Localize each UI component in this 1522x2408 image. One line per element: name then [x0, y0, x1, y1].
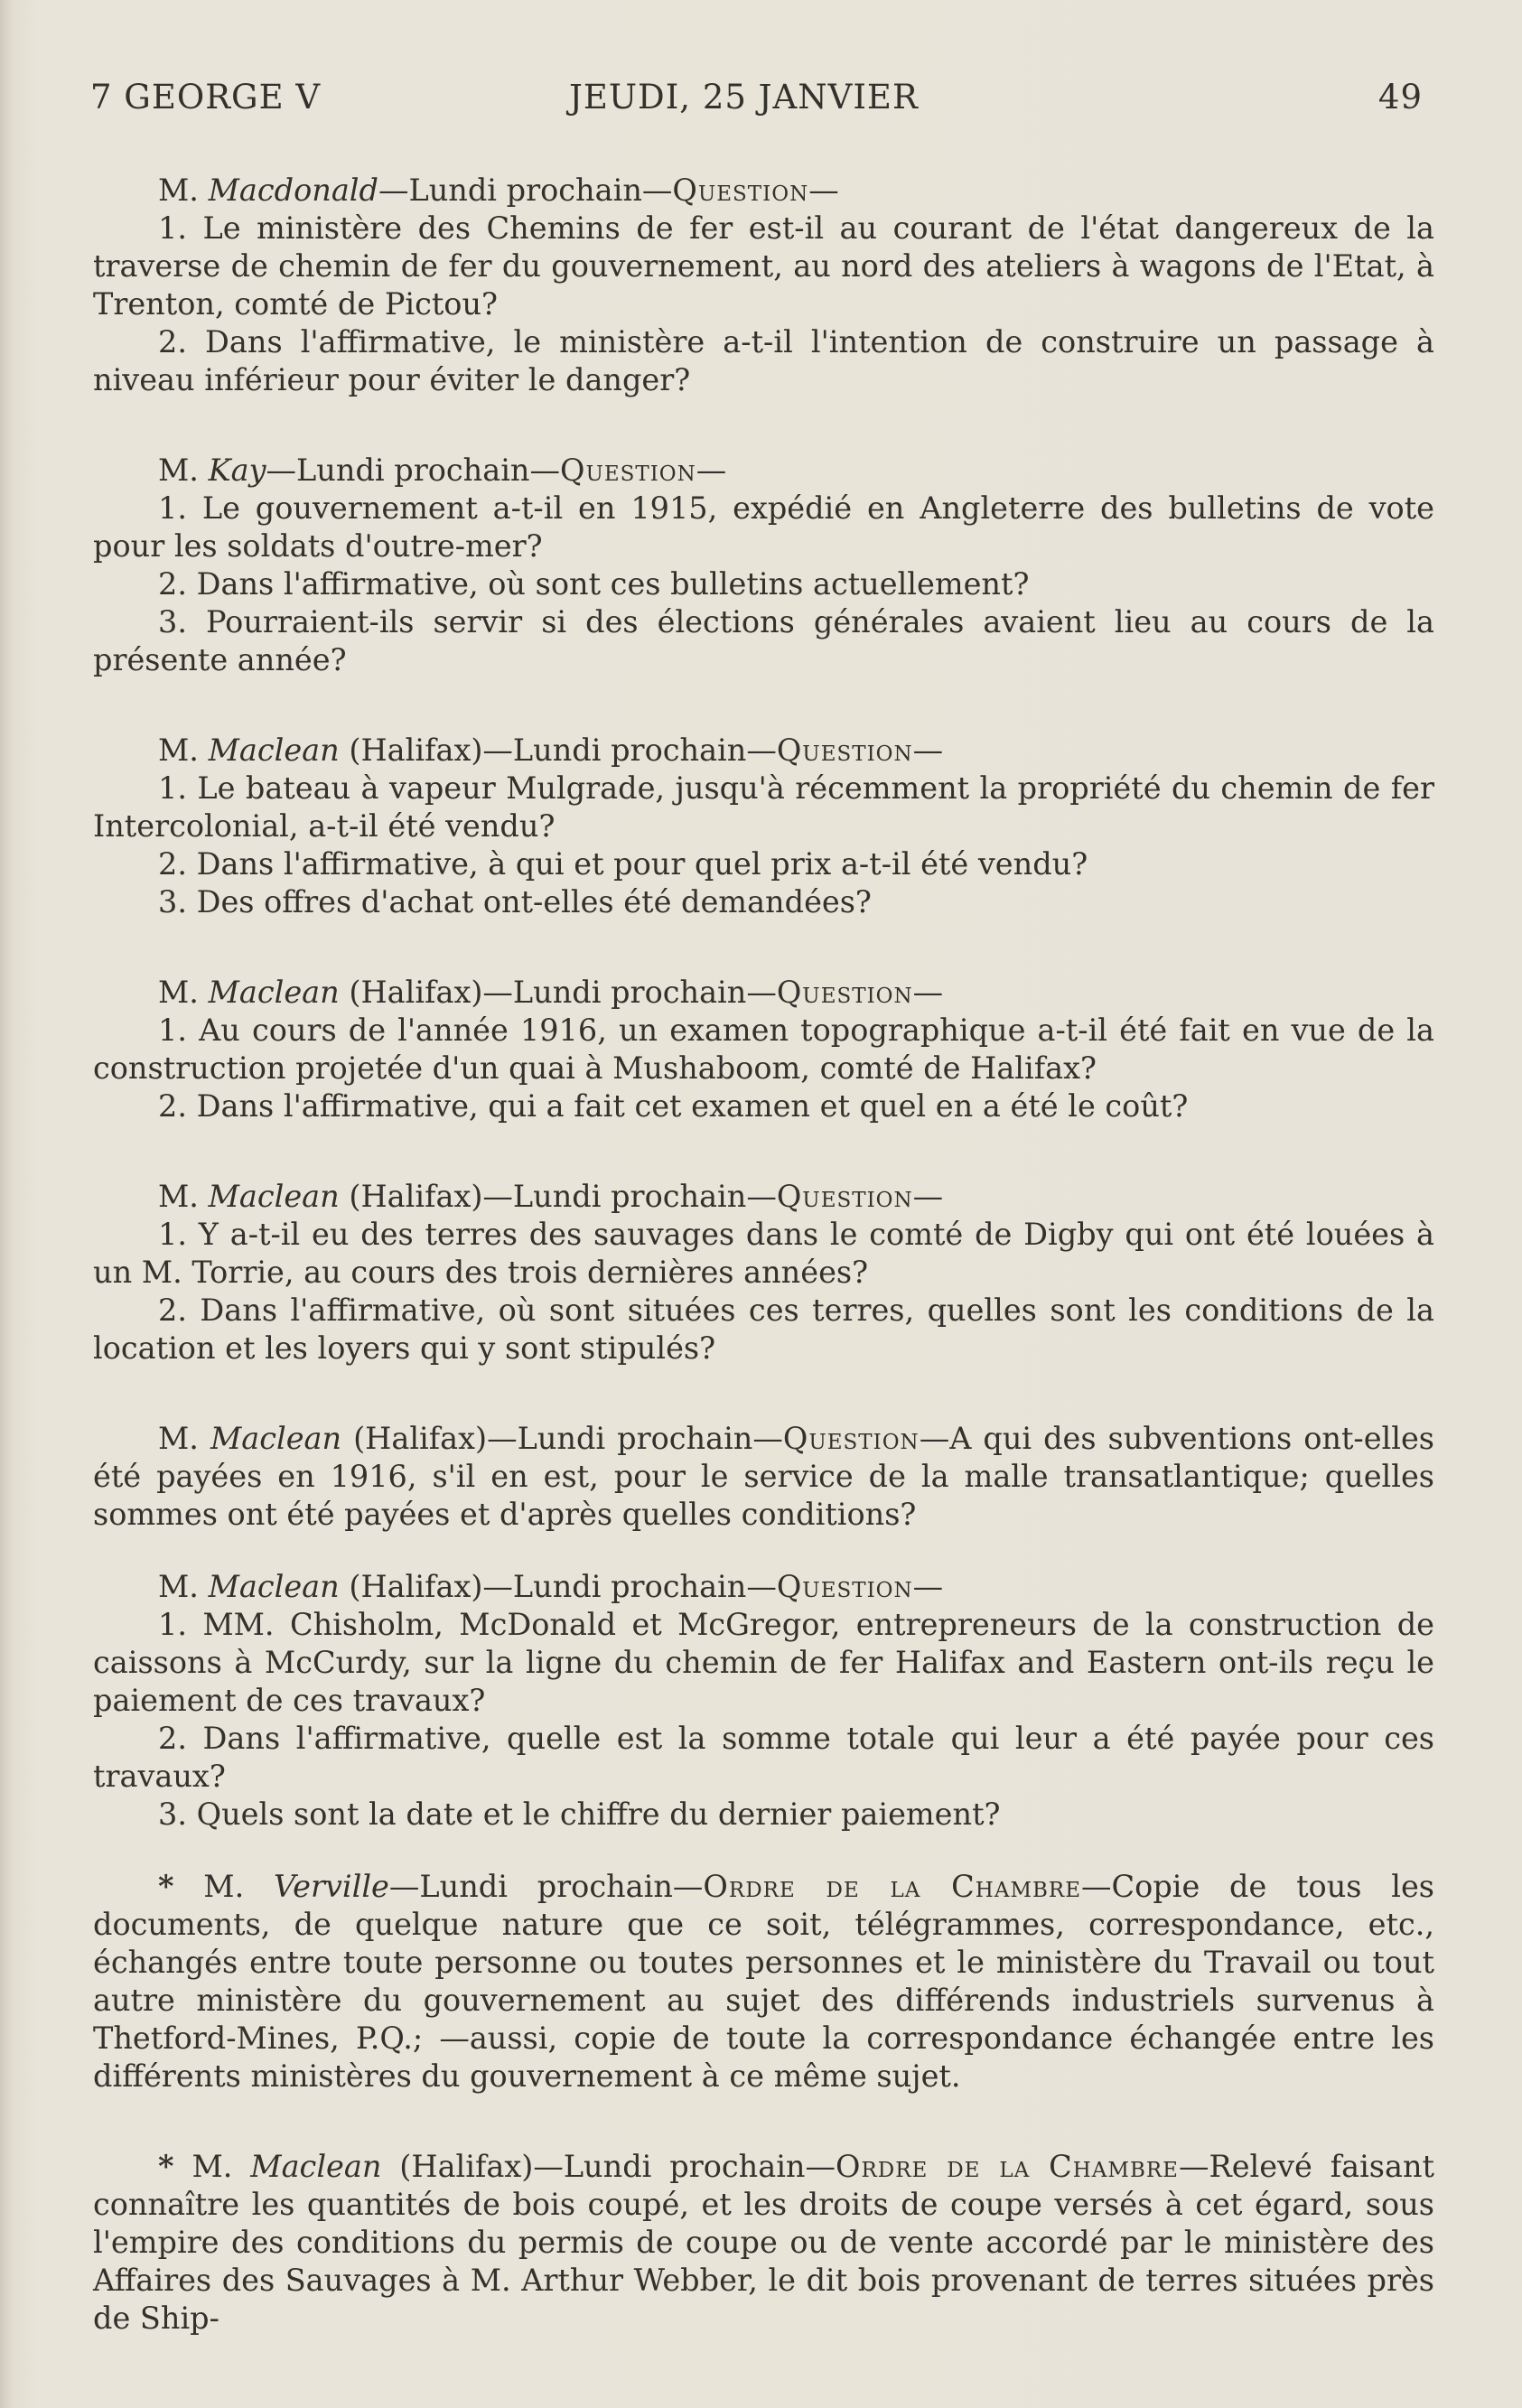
notice-entry: [93, 452, 1434, 679]
member-name: Maclean: [208, 733, 340, 768]
question-paragraph: 1. Au cours de l'année 1916, un examen topographique a-t-il été fait en vue de la construction projetée d'un quai à Mushaboom, comté de Halifax?: [93, 1013, 1434, 1086]
notice-date: —Lundi prochain—: [266, 453, 560, 488]
notice-heading: M. Maclean (Halifax)—Lundi prochain—Question—: [158, 1569, 944, 1604]
member-name: Verville: [274, 1869, 389, 1904]
notice-heading: M. Macdonald—Lundi prochain—Question—: [158, 173, 839, 208]
notice-date: (Halifax)—Lundi prochain—: [339, 975, 777, 1010]
question-paragraph: 3. Quels sont la date et le chiffre du dernier paiement?: [158, 1797, 1001, 1832]
notice-heading: M. Kay—Lundi prochain—Question—: [158, 453, 727, 488]
notice-entry: [93, 2148, 1434, 2338]
notice-kind: Question: [776, 733, 913, 768]
question-paragraph: 2. Dans l'affirmative, le ministère a-t-il l'intention de construire un passage à niveau inférieur pour éviter le danger?: [93, 324, 1434, 397]
notice-kind: Ordre de la Chambre: [703, 1869, 1082, 1904]
member-name: Maclean: [250, 2149, 382, 2184]
notice-asterisk: *: [158, 2149, 174, 2184]
question-paragraph: 2. Dans l'affirmative, quelle est la somme totale qui leur a été payée pour ces travaux?: [93, 1721, 1434, 1794]
notice-text: —: [808, 173, 839, 208]
notice-date: (Halifax)—Lundi prochain—: [339, 1569, 777, 1604]
notice-entry: [93, 974, 1434, 1125]
header-regnal-year: 7 GEORGE V: [90, 78, 322, 117]
header-date: JEUDI, 25 JANVIER: [569, 78, 919, 117]
notice-heading: M. Maclean (Halifax)—Lundi prochain—Question—: [158, 733, 944, 768]
notice-heading: * M. Maclean (Halifax)—Lundi prochain—Ordre de la Chambre—Relevé faisant connaître les quantités de bois coupé, et les droits de coupe versés à cet égard, sous l'empire des conditions du permis de coupe ou de vente accordé par le ministère des Affaires des Sauvages à M. Arthur Webber, le dit bois provenant de terres situées près de Ship-: [93, 2149, 1435, 2336]
question-paragraph: 3. Des offres d'achat ont-elles été demandées?: [158, 884, 872, 919]
notice-entry: [93, 1178, 1434, 1367]
notice-kind: Question: [776, 975, 913, 1010]
page-body: [93, 172, 1434, 2390]
question-paragraph: 2. Dans l'affirmative, où sont situées ces terres, quelles sont les conditions de la location et les loyers qui y sont stipulés?: [93, 1293, 1434, 1366]
question-paragraph: 2. Dans l'affirmative, à qui et pour quel prix a-t-il été vendu?: [158, 846, 1088, 882]
notice-text: —: [912, 975, 944, 1010]
member-name: Maclean: [208, 1179, 340, 1214]
notice-text: —Copie de tous les documents, de quelque nature que ce soit, télégrammes, correspondance, etc., échangés entre toute personne ou toutes personnes et le ministère du Travail ou tout autre ministère du gouvernement au sujet des différends industriels survenus à Thetford-Mines, P.Q.; —aussi, copie de toute la correspondance échangée entre les différents ministères du gouvernement à ce même sujet.: [93, 1869, 1434, 2094]
notice-asterisk: *: [158, 1869, 174, 1904]
notice-entry: [93, 1868, 1434, 2095]
question-paragraph: 1. Le ministère des Chemins de fer est-il au courant de l'état dangereux de la traverse de chemin de fer du gouvernement, au nord des ateliers à wagons de l'Etat, à Trenton, comté de Pictou?: [93, 210, 1434, 322]
notice-date: (Halifax)—Lundi prochain—: [339, 733, 777, 768]
question-paragraph: 2. Dans l'affirmative, qui a fait cet examen et quel en a été le coût?: [158, 1088, 1189, 1124]
member-name: Maclean: [208, 975, 340, 1010]
notice-entry: [93, 1568, 1434, 1834]
notice-entry: [93, 172, 1434, 399]
notice-kind: Question: [559, 453, 696, 488]
question-paragraph: 3. Pourraient-ils servir si des élections générales avaient lieu au cours de la présente année?: [93, 604, 1434, 677]
notice-text: —Relevé faisant connaître les quantités de bois coupé, et les droits de coupe versés à cet égard, sous l'empire des conditions du permis de coupe ou de vente accordé par le ministère des Affaires des Sauvages à M. Arthur Webber, le dit bois provenant de terres situées près de Ship-: [93, 2149, 1435, 2336]
notice-entry: [93, 1420, 1434, 1534]
notice-heading: * M. Verville—Lundi prochain—Ordre de la Chambre—Copie de tous les documents, de quelque nature que ce soit, télégrammes, correspondance, etc., échangés entre toute personne ou toutes personnes et le ministère du Travail ou tout autre ministère du gouvernement au sujet des différends industriels survenus à Thetford-Mines, P.Q.; —aussi, copie de toute la correspondance échangée entre les différents ministères du gouvernement à ce même sujet.: [93, 1869, 1434, 2094]
notice-text: —: [696, 453, 727, 488]
page-number: 49: [1377, 78, 1423, 117]
member-name: Maclean: [208, 1569, 340, 1604]
notice-kind: Question: [776, 1179, 913, 1214]
question-paragraph: 1. MM. Chisholm, McDonald et McGregor, entrepreneurs de la construction de caissons à McCurdy, sur la ligne du chemin de fer Halifax and Eastern ont-ils reçu le paiement de ces travaux?: [93, 1607, 1434, 1718]
member-name: Maclean: [210, 1421, 342, 1456]
notice-kind: Question: [782, 1421, 920, 1456]
notice-date: (Halifax)—Lundi prochain—: [341, 1421, 783, 1456]
member-name: Kay: [208, 453, 266, 488]
question-paragraph: 1. Y a-t-il eu des terres des sauvages dans le comté de Digby qui ont été louées à un M. Torrie, au cours des trois dernières années?: [93, 1217, 1434, 1290]
question-paragraph: 2. Dans l'affirmative, où sont ces bulletins actuellement?: [158, 566, 1030, 602]
notice-text: —A qui des subventions ont-elles été payées en 1916, s'il en est, pour le service de la malle transatlantique; quelles sommes ont été payées et d'après quelles conditions?: [93, 1421, 1434, 1532]
notice-text: —: [912, 733, 944, 768]
notice-text: —: [912, 1179, 944, 1214]
notice-date: (Halifax)—Lundi prochain—: [381, 2149, 836, 2184]
notice-heading: M. Maclean (Halifax)—Lundi prochain—Question—: [158, 975, 944, 1010]
notice-date: (Halifax)—Lundi prochain—: [339, 1179, 777, 1214]
notice-text: —: [912, 1569, 944, 1604]
notice-date: —Lundi prochain—: [378, 173, 673, 208]
notice-heading: M. Maclean (Halifax)—Lundi prochain—Question—A qui des subventions ont-elles été payées en 1916, s'il en est, pour le service de la malle transatlantique; quelles sommes ont été payées et d'après quelles conditions?: [93, 1421, 1434, 1532]
notice-heading: M. Maclean (Halifax)—Lundi prochain—Question—: [158, 1179, 944, 1214]
notice-kind: Question: [672, 173, 809, 208]
notice-kind: Ordre de la Chambre: [836, 2149, 1179, 2184]
question-paragraph: 1. Le gouvernement a-t-il en 1915, expédié en Angleterre des bulletins de vote pour les soldats d'outre-mer?: [93, 490, 1434, 564]
member-name: Macdonald: [208, 173, 378, 208]
notice-date: —Lundi prochain—: [388, 1869, 704, 1904]
question-paragraph: 1. Le bateau à vapeur Mulgrade, jusqu'à récemment la propriété du chemin de fer Intercolonial, a-t-il été vendu?: [93, 770, 1434, 844]
notice-entry: [93, 732, 1434, 921]
notice-kind: Question: [776, 1569, 913, 1604]
